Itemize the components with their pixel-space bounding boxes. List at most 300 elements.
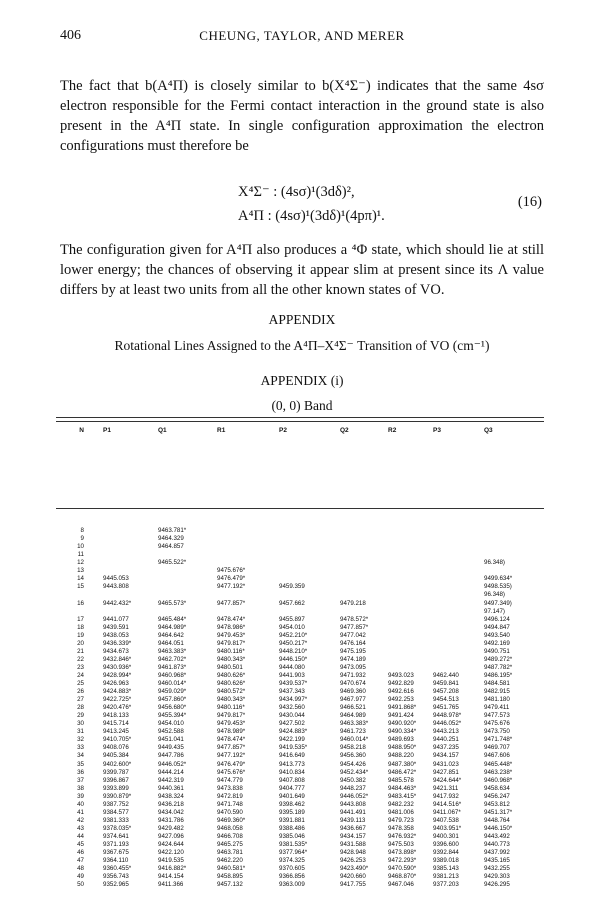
band-label: (0, 0) Band	[271, 398, 333, 413]
cell-n: 38	[77, 784, 84, 792]
cell-r1: 9479.817*	[217, 712, 246, 720]
cell-r1: 9468.058	[217, 824, 243, 832]
cell-q1: 9449.435	[158, 744, 184, 752]
table-row	[0, 777, 604, 785]
cell-q1: 9460.014*	[158, 680, 187, 687]
cell-q1: 9464.642	[158, 631, 184, 639]
cell-r2: 9473.898*	[388, 849, 417, 856]
page-number: 406	[60, 28, 81, 43]
cell-r1: 9479.817*	[217, 639, 246, 647]
cell-p1: 9367.675	[103, 849, 129, 856]
cell-q1: 9444.214	[158, 768, 184, 776]
cell-q2: 9423.490*	[340, 865, 369, 873]
cell-n: 24	[77, 671, 84, 679]
cell-p3: 9443.213	[433, 728, 459, 736]
cell-q1: 9465.573*	[158, 599, 187, 607]
cell-q2: 9434.157	[340, 832, 366, 840]
cell-q2: 9428.948	[340, 849, 366, 856]
cell-q3: 9463.238*	[484, 768, 513, 776]
running-head: CHEUNG, TAYLOR, AND MERER	[199, 28, 405, 43]
col-header-q3: Q3	[484, 427, 493, 434]
cell-q3: 9437.992	[484, 849, 510, 856]
cell-r1: 9477.192*	[217, 583, 246, 591]
table-row	[0, 752, 604, 760]
cell-q2: 9436.667	[340, 824, 366, 832]
cell-p1: 9374.641	[103, 832, 129, 840]
cell-p1: 9402.600*	[103, 760, 132, 768]
cell-r2: 9472.293*	[388, 857, 417, 864]
cell-p1: 9413.245	[103, 728, 129, 736]
cell-q1: 9462.702*	[158, 655, 187, 663]
cell-q1: 9419.535	[158, 857, 184, 864]
cell-r1: 9473.838	[217, 784, 243, 792]
cell-q3: 96.348)	[484, 559, 505, 567]
table-row	[0, 881, 604, 889]
cell-q2: 9452.434*	[340, 768, 369, 776]
cell-q1: 9451.041	[158, 736, 184, 744]
table-row	[0, 648, 604, 656]
cell-p3: 9400.301	[433, 832, 459, 840]
cell-n: 11	[77, 551, 84, 559]
table-row	[0, 736, 604, 744]
cell-p3: 9446.052*	[433, 720, 462, 728]
cell-p1: 9408.076	[103, 744, 129, 752]
cell-q3: 97.147)	[484, 607, 505, 615]
cell-q3: 9429.303	[484, 873, 510, 881]
cell-p2: 9422.199	[279, 736, 305, 744]
cell-r2: 9488.950*	[388, 744, 417, 752]
cell-p1: 9443.808	[103, 583, 129, 591]
cell-n: 39	[77, 792, 84, 800]
cell-r1: 9480.626*	[217, 671, 246, 679]
cell-p1: 9393.899	[103, 784, 129, 792]
cell-p2: 9385.046	[279, 832, 305, 840]
cell-q2: 9456.360	[340, 752, 366, 760]
cell-q1: 9464.857	[158, 543, 184, 551]
cell-p1: 9352.965	[103, 881, 129, 889]
cell-q2: 9473.095	[340, 663, 366, 671]
cell-r2: 9484.463*	[388, 784, 417, 792]
cell-p1: 9384.577	[103, 808, 129, 816]
cell-n: 9	[80, 535, 84, 542]
cell-q3: 9443.492	[484, 832, 510, 840]
cell-q2: 9446.052*	[340, 792, 369, 800]
cell-p3: 9434.157	[433, 752, 459, 760]
cell-p2: 9439.537*	[279, 680, 308, 687]
cell-p3: 9377.203	[433, 881, 459, 889]
table-row	[0, 761, 604, 769]
cell-p3: 9459.841	[433, 680, 459, 687]
cell-q3: 9475.676	[484, 720, 510, 728]
cell-q1: 9431.786	[158, 816, 184, 824]
table-caption: Rotational Lines Assigned to the A⁴Π–X⁴Σ⁻ Transition of VO (cm⁻¹)	[114, 338, 490, 353]
cell-r1: 9477.857*	[217, 744, 246, 752]
cell-p2: 9430.044	[279, 712, 305, 720]
cell-q2: 9448.237	[340, 784, 366, 792]
cell-p2: 9457.662	[279, 599, 305, 607]
cell-q3: 9477.573	[484, 712, 510, 720]
cell-q3: 9482.915	[484, 688, 510, 695]
cell-p1: 9422.725*	[103, 696, 132, 703]
cell-q2: 9461.723	[340, 728, 366, 736]
cell-q3: 9473.750	[484, 728, 510, 736]
cell-n: 33	[77, 744, 84, 752]
cell-n: 21	[77, 647, 84, 655]
cell-r1: 9478.474*	[217, 615, 246, 623]
cell-p1: 9387.752	[103, 800, 129, 808]
cell-p3: 9427.851	[433, 768, 459, 776]
table-row	[0, 551, 604, 559]
cell-q3: 9440.773	[484, 841, 510, 848]
cell-p2: 9391.881	[279, 816, 305, 824]
cell-p2: 9404.777	[279, 784, 305, 792]
cell-q2: 9458.218	[340, 744, 366, 752]
cell-n: 28	[77, 704, 84, 712]
cell-n: 29	[77, 712, 84, 720]
cell-r1: 9476.479*	[217, 760, 246, 768]
cell-p1: 9434.673	[103, 647, 129, 655]
col-header-n: N	[79, 427, 84, 434]
table-top-rule-2	[56, 421, 544, 422]
cell-p1: 9418.133	[103, 712, 129, 720]
cell-n: 10	[77, 543, 84, 551]
table-row	[0, 672, 604, 680]
paragraph-2: The configuration given for A⁴Π also produces a ⁴Φ state, which should lie at still lower energy; the chances of observing it appear slim at present since its Λ value differs by at least two units from all the other known states of VO.	[60, 242, 544, 298]
cell-n: 14	[77, 575, 84, 583]
cell-n: 48	[77, 865, 84, 873]
cell-p3: 9440.251	[433, 736, 459, 744]
table-row	[0, 744, 604, 752]
table-row	[0, 793, 604, 801]
cell-p1: 9430.936*	[103, 663, 132, 671]
cell-r1: 9469.360*	[217, 816, 246, 824]
cell-q2: 9469.360	[340, 688, 366, 695]
cell-q1: 9464.051	[158, 639, 184, 647]
cell-n: 17	[77, 615, 84, 623]
cell-n: 23	[77, 663, 84, 671]
cell-q3: 9426.295	[484, 881, 510, 889]
cell-p3: 9396.600	[433, 841, 459, 848]
table-row	[0, 591, 604, 599]
cell-r1: 9465.275	[217, 841, 243, 848]
cell-p1: 9396.867	[103, 776, 129, 784]
cell-r2: 9468.870*	[388, 873, 417, 881]
cell-q3: 9471.748*	[484, 736, 513, 744]
cell-n: 46	[77, 849, 84, 856]
cell-q2: 9420.660	[340, 873, 366, 881]
col-header-r1: R1	[217, 427, 226, 434]
cell-n: 34	[77, 752, 84, 760]
cell-q2: 9477.857*	[340, 623, 369, 631]
cell-q1: 9454.010	[158, 720, 184, 728]
cell-p1: 9405.384	[103, 752, 129, 760]
cell-q2: 9478.572*	[340, 615, 369, 623]
table-row	[0, 583, 604, 591]
cell-q1: 9463.383*	[158, 647, 187, 655]
cell-q3: 9481.180	[484, 696, 510, 703]
cell-p1: 9356.743	[103, 873, 129, 881]
equation-line-2: A⁴Π : (4sσ)¹(3dδ)¹(4pπ)¹.	[238, 208, 385, 224]
cell-n: 16	[77, 599, 84, 607]
cell-p3: 9448.978*	[433, 712, 462, 720]
cell-q1: 9427.096	[158, 832, 184, 840]
cell-p1: 9399.787	[103, 768, 129, 776]
cell-p2: 9434.997*	[279, 696, 308, 703]
cell-p1: 9381.333	[103, 816, 129, 824]
cell-p2: 9363.009	[279, 881, 305, 889]
cell-q3: 9469.707	[484, 744, 510, 752]
col-header-r2: R2	[388, 427, 397, 434]
cell-p1: 9364.110	[103, 857, 129, 864]
equation-line-1: X⁴Σ⁻ : (4sσ)¹(3dδ)²,	[238, 184, 355, 200]
cell-p2: 9366.856	[279, 873, 305, 881]
equation-number: (16)	[517, 194, 542, 210]
cell-r1: 9480.343*	[217, 655, 246, 663]
cell-n: 49	[77, 873, 84, 881]
cell-q3: 9435.165	[484, 857, 510, 864]
appendix-heading: APPENDIX	[268, 312, 336, 327]
table-row	[0, 801, 604, 809]
cell-q3: 9486.195*	[484, 671, 513, 679]
cell-p2: 9381.535*	[279, 841, 308, 848]
table-row	[0, 817, 604, 825]
cell-q1: 9422.120	[158, 849, 184, 856]
cell-p2: 9401.649	[279, 792, 305, 800]
cell-n: 8	[80, 527, 84, 534]
cell-r1: 9477.192*	[217, 752, 246, 760]
table-row	[0, 704, 604, 712]
cell-q2: 9460.014*	[340, 736, 369, 744]
cell-n: 32	[77, 736, 84, 744]
cell-n: 30	[77, 720, 84, 728]
table-row	[0, 825, 604, 833]
table-row	[0, 712, 604, 720]
cell-r1: 9477.857*	[217, 599, 246, 607]
cell-r1: 9480.572*	[217, 688, 246, 695]
cell-q1: 9411.366	[158, 881, 184, 889]
cell-q2: 9441.491	[340, 808, 366, 816]
table-row	[0, 785, 604, 793]
cell-p1: 9420.476*	[103, 704, 132, 712]
cell-q2: 9479.218	[340, 599, 366, 607]
cell-r2: 9476.932*	[388, 832, 417, 840]
cell-q1: 9457.860*	[158, 696, 187, 703]
cell-n: 47	[77, 857, 84, 864]
cell-q3: 9451.317*	[484, 808, 513, 816]
cell-r1: 9480.501	[217, 663, 243, 671]
cell-r1: 9475.676*	[217, 567, 246, 575]
cell-p2: 9444.080	[279, 663, 305, 671]
cell-p2: 9427.502	[279, 720, 305, 728]
table-row	[0, 720, 604, 728]
cell-p3: 9392.844	[433, 849, 459, 856]
cell-q1: 9455.394*	[158, 712, 187, 720]
cell-q2: 9471.932	[340, 671, 366, 679]
cell-r1: 9480.626*	[217, 680, 246, 687]
cell-p3: 9389.018	[433, 857, 459, 864]
table-row	[0, 616, 604, 624]
table-row	[0, 664, 604, 672]
cell-n: 36	[77, 768, 84, 776]
col-header-q1: Q1	[158, 427, 167, 434]
cell-p3: 9451.765	[433, 704, 459, 712]
cell-r2: 9492.829	[388, 680, 414, 687]
cell-q3: 9453.812	[484, 800, 510, 808]
cell-q3: 9497.349)	[484, 599, 512, 607]
cell-p2: 9437.343	[279, 688, 305, 695]
cell-n: 40	[77, 800, 84, 808]
cell-p2: 9413.773	[279, 760, 305, 768]
cell-q2: 9417.755	[340, 881, 366, 889]
cell-q2: 9470.674	[340, 680, 366, 687]
cell-q1: 9436.218	[158, 800, 184, 808]
cell-n: 12	[77, 559, 84, 567]
cell-n: 27	[77, 696, 84, 703]
cell-p3: 9431.023	[433, 760, 459, 768]
cell-p2: 9455.897	[279, 615, 305, 623]
cell-r1: 9472.819	[217, 792, 243, 800]
col-header-q2: Q2	[340, 427, 349, 434]
cell-p2: 9450.217*	[279, 639, 308, 647]
cell-r1: 9475.676*	[217, 768, 246, 776]
table-row	[0, 559, 604, 567]
cell-r1: 9470.590	[217, 808, 243, 816]
cell-p2: 9374.325	[279, 857, 305, 864]
cell-p3: 9414.516*	[433, 800, 462, 808]
cell-r1: 9460.581*	[217, 865, 246, 873]
cell-r1: 9479.453*	[217, 631, 246, 639]
cell-p1: 9445.053	[103, 575, 129, 583]
cell-q1: 9424.644	[158, 841, 184, 848]
cell-q1: 9465.522*	[158, 559, 187, 567]
cell-q3: 9465.448*	[484, 760, 513, 768]
table-row	[0, 640, 604, 648]
cell-r1: 9458.895	[217, 873, 243, 881]
cell-p1: 9439.591	[103, 623, 129, 631]
table-row	[0, 696, 604, 704]
cell-q1: 9416.882*	[158, 865, 187, 873]
cell-q1: 9440.361	[158, 784, 184, 792]
cell-q2: 9443.808	[340, 800, 366, 808]
table-row	[0, 769, 604, 777]
table-row	[0, 865, 604, 873]
table-row	[0, 632, 604, 640]
table-row	[0, 527, 604, 535]
cell-q1: 9459.029*	[158, 688, 187, 695]
cell-q3: 9460.968*	[484, 776, 513, 784]
cell-q1: 9442.319	[158, 776, 184, 784]
cell-p1: 9378.035*	[103, 824, 132, 832]
cell-r2: 9478.358	[388, 824, 414, 832]
cell-q2: 9475.195	[340, 647, 366, 655]
cell-n: 26	[77, 688, 84, 695]
cell-p2: 9452.210*	[279, 631, 308, 639]
cell-q3: 96.348)	[484, 591, 505, 599]
cell-r2: 9493.023	[388, 671, 414, 679]
cell-p3: 9421.311	[433, 784, 459, 792]
cell-p3: 9385.143	[433, 865, 459, 873]
cell-q3: 9446.150*	[484, 824, 513, 832]
paragraph-1: The fact that b(A⁴Π) is closely similar to b(X⁴Σ⁻) indicates that the same 4sσ electron responsible for the Fermi contact interaction in the ground state is also present in the A⁴Π state. In single configuration approximation the electron configurations must therefore be	[60, 78, 544, 154]
cell-q3: 9498.535)	[484, 583, 512, 591]
cell-r1: 9478.474*	[217, 736, 246, 744]
cell-r1: 9466.708	[217, 832, 243, 840]
cell-q1: 9463.781*	[158, 527, 187, 534]
col-header-p2: P2	[279, 427, 287, 434]
cell-q1: 9438.324	[158, 792, 184, 800]
cell-r1: 9479.453*	[217, 720, 246, 728]
cell-q3: 9490.751	[484, 647, 510, 655]
cell-q1: 9464.989*	[158, 623, 187, 631]
cell-q2: 9467.977	[340, 696, 366, 703]
cell-q1: 9461.873*	[158, 663, 187, 671]
table-row	[0, 608, 604, 616]
cell-p1: 9390.879*	[103, 792, 132, 800]
cell-p3: 9457.208	[433, 688, 459, 695]
col-header-p1: P1	[103, 427, 111, 434]
cell-p2: 9416.649	[279, 752, 305, 760]
cell-q3: 9494.847	[484, 623, 510, 631]
cell-p2: 9398.462	[279, 800, 305, 808]
cell-n: 37	[77, 776, 84, 784]
cell-r2: 9485.578	[388, 776, 414, 784]
cell-n: 20	[77, 639, 84, 647]
cell-r2: 9467.046	[388, 881, 414, 889]
cell-p3: 9411.067*	[433, 808, 461, 816]
cell-r1: 9480.116*	[217, 704, 245, 712]
table-row	[0, 600, 604, 608]
cell-p2: 9454.010	[279, 623, 305, 631]
cell-q1: 9460.968*	[158, 671, 187, 679]
cell-p2: 9407.808	[279, 776, 305, 784]
cell-r2: 9490.920*	[388, 720, 417, 728]
cell-p3: 9417.932	[433, 792, 459, 800]
cell-p1: 9415.714	[103, 720, 129, 728]
cell-q1: 9414.154	[158, 873, 184, 881]
cell-q2: 9426.253	[340, 857, 366, 864]
cell-p1: 9360.455*	[103, 865, 132, 873]
cell-q1: 9452.588	[158, 728, 184, 736]
cell-q3: 9484.581	[484, 680, 510, 687]
cell-p2: 9441.903	[279, 671, 305, 679]
cell-r1: 9474.779	[217, 776, 243, 784]
cell-q3: 9456.247	[484, 792, 510, 800]
cell-n: 25	[77, 680, 84, 687]
cell-p2: 9370.605	[279, 865, 305, 873]
cell-n: 31	[77, 728, 84, 736]
cell-n: 42	[77, 816, 84, 824]
table-row	[0, 575, 604, 583]
cell-r2: 9475.503	[388, 841, 414, 848]
cell-r2: 9487.380*	[388, 760, 417, 768]
table-row	[0, 833, 604, 841]
cell-r2: 9488.220	[388, 752, 414, 760]
cell-p1: 9441.077	[103, 615, 129, 623]
cell-p1: 9424.883*	[103, 688, 132, 695]
col-header-p3: P3	[433, 427, 441, 434]
cell-q3: 9499.634*	[484, 575, 513, 583]
table-row	[0, 624, 604, 632]
cell-n: 35	[77, 760, 84, 768]
cell-r2: 9492.253	[388, 696, 414, 703]
table-row	[0, 841, 604, 849]
cell-r2: 9481.006	[388, 808, 414, 816]
cell-r2: 9492.616	[388, 688, 414, 695]
cell-p2: 9377.964*	[279, 849, 308, 856]
cell-r1: 9480.116*	[217, 647, 245, 655]
cell-p2: 9446.150*	[279, 655, 308, 663]
cell-r2: 9491.868*	[388, 704, 417, 712]
